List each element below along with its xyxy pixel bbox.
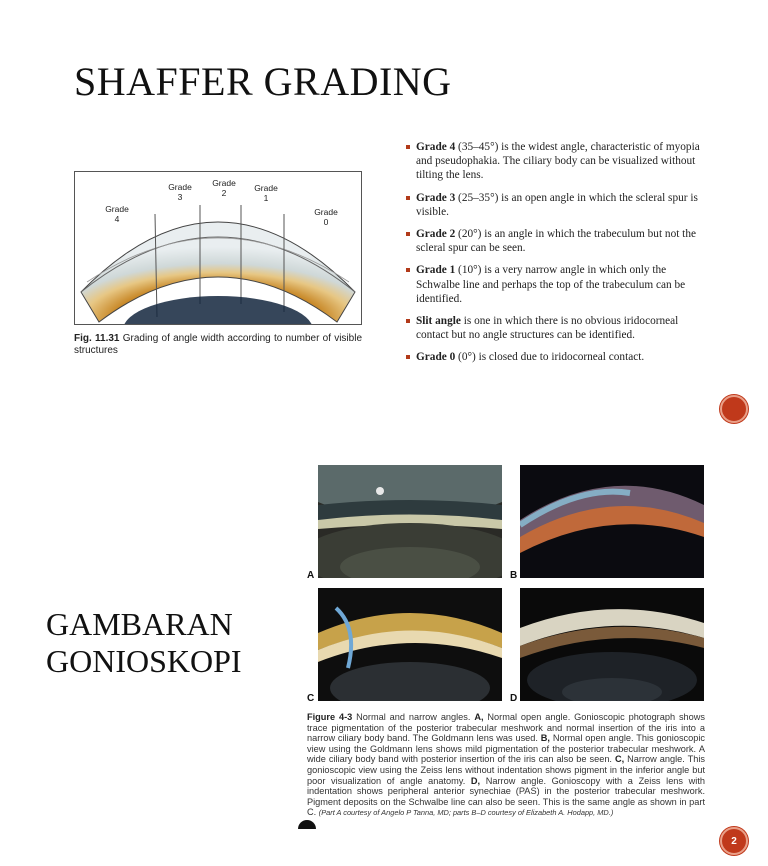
slide-title: SHAFFER GRADING <box>74 59 452 104</box>
photo-label-a: A <box>307 570 315 581</box>
title-line-1: GAMBARAN <box>46 606 233 642</box>
figure-4-3-caption: Figure 4-3 Normal and narrow angles. A, Normal open angle. Gonioscopic photograph shows trace pigmentation of the posterior trabecular meshwork and normal insertion of the iris into a narrow ciliary body band. The Goldmann lens was used. B, Normal open angle. This gonioscopic view using the Goldmann lens shows mild pigmentation of the posterior trabecular meshwork. A wide ciliary body band with posterior insertion of the iris can also be seen. C, Narrow angle. This gonioscopic view using the Zeiss lens without indentation shows pigment in the inferior angle but poor visualization of angle anatomy. D, Narrow angle. Gonioscopy with a Zeiss lens with indentation shows peripheral anterior synechiae (PAS) in the posterior trabecular meshwork. Pigment deposits on the Schwalbe line can also be seen. This is the same angle as shown in part C. (Part A courtesy of Angelo P Tanna, MD; parts B–D courtesy of Elizabeth A. Hodapp, MD.) <box>307 712 705 818</box>
grade-4-label: Grade 4 <box>105 204 129 224</box>
grade-0-label: Grade 0 <box>314 207 338 227</box>
page-number-badge <box>720 395 748 423</box>
title-line-2: GONIOSKOPI <box>46 643 242 679</box>
gonioscopy-photo-d <box>520 588 704 701</box>
photo-credit: (Part A courtesy of Angelo P Tanna, MD; parts B–D courtesy of Elizabeth A. Hodapp, MD.) <box>318 808 614 818</box>
bullet-grade-3: Grade 3 (25–35°) is an open angle in which the scleral spur is visible. <box>406 191 706 219</box>
figure-caption-text: Grading of angle width according to number of visible structures <box>74 333 363 356</box>
gonioscopy-photo-c <box>318 588 502 701</box>
bullet-grade-2: Grade 2 (20°) is an angle in which the trabeculum but not the scleral spur can be seen. <box>406 227 706 255</box>
photo-label-c: C <box>307 693 315 704</box>
gonioscopy-photo-a <box>318 465 502 578</box>
photo-label-d: D <box>510 693 518 704</box>
bullet-grade-1: Grade 1 (10°) is a very narrow angle in which only the Schwalbe line and perhaps the top of the trabeculum can be identified. <box>406 263 706 306</box>
decorative-shape <box>298 820 316 829</box>
photo-label-b: B <box>510 570 518 581</box>
figure-caption <box>74 333 362 357</box>
page-number-badge: 2 <box>720 827 748 855</box>
shaffer-grading-figure <box>74 171 362 325</box>
bullet-slit-angle: Slit angle is one in which there is no obvious iridocorneal contact but no angle structures can be identified. <box>406 314 706 342</box>
bullet-grade-4: Grade 4 (35–45°) is the widest angle, characteristic of myopia and pseudophakia. The ciliary body can be visualized without tilting the lens. <box>406 140 706 183</box>
bullet-grade-0: Grade 0 (0°) is closed due to iridocorneal contact. <box>406 350 706 364</box>
angle-grading-illustration <box>75 172 361 324</box>
grade-1-label: Grade 1 <box>254 183 278 203</box>
grade-3-label: Grade 3 <box>168 182 192 202</box>
grading-bullet-list <box>406 140 706 373</box>
slide-title <box>46 606 242 680</box>
grade-2-label: Grade 2 <box>212 178 236 198</box>
figure-number: Fig. 11.31 <box>74 333 120 344</box>
gonioscopy-photo-b <box>520 465 704 578</box>
